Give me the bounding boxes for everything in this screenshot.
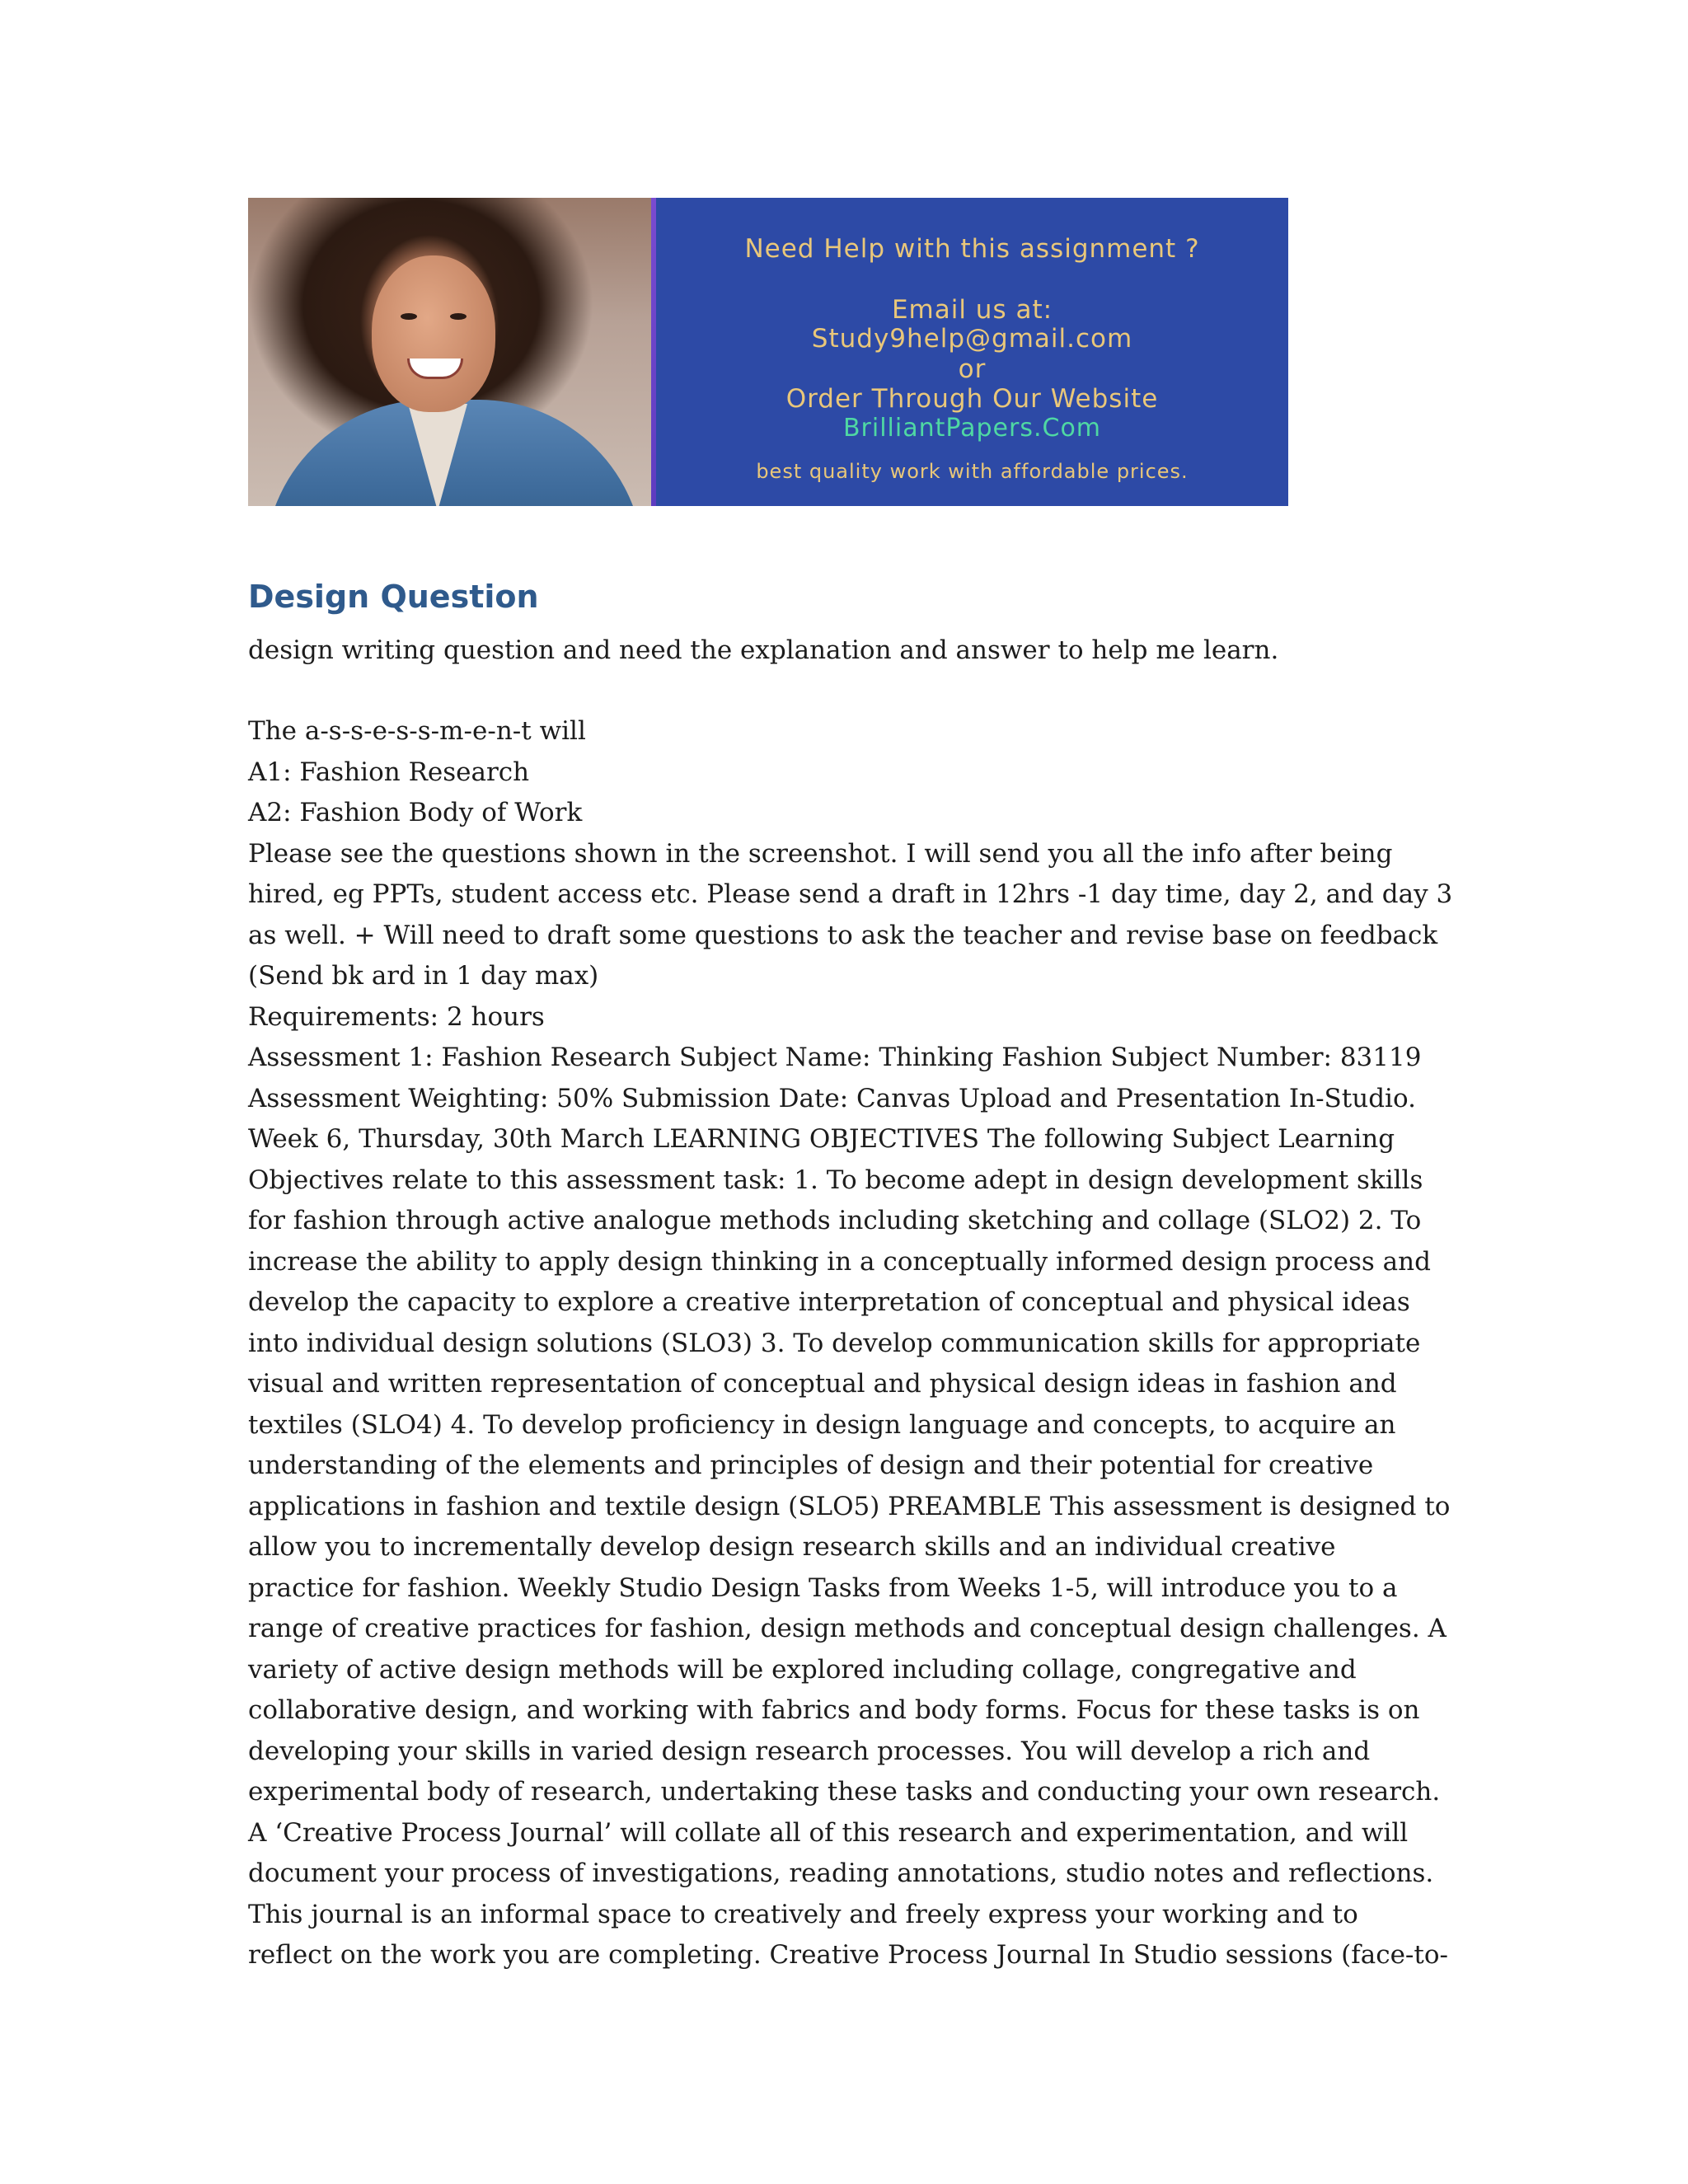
body-line: The a-s-s-e-s-s-m-e-n-t will	[248, 716, 586, 746]
document-title: Design Question	[248, 579, 539, 615]
body-line: Assessment Weighting: 50% Submission Date: Canvas Upload and Presentation In-Studio.	[248, 1083, 1416, 1113]
body-line: into individual design solutions (SLO3) 3. To develop communication skills for appropriate	[248, 1328, 1421, 1358]
body-line: Requirements: 2 hours	[248, 1001, 545, 1032]
body-line: document your process of investigations, reading annotations, studio notes and reflections.	[248, 1858, 1434, 1888]
body-line: applications in fashion and textile design (SLO5) PREAMBLE This assessment is designed to	[248, 1491, 1451, 1521]
body-line: hired, eg PPTs, student access etc. Please send a draft in 12hrs -1 day time, day 2, and day 3	[248, 879, 1453, 909]
body-line: variety of active design methods will be explored including collage, congregative and	[248, 1654, 1357, 1685]
body-line: Objectives relate to this assessment task: 1. To become adept in design development skills	[248, 1165, 1423, 1195]
body-line: A ‘Creative Process Journal’ will collate all of this research and experimentation, and will	[248, 1817, 1409, 1848]
banner-website-label: Order Through Our Website	[785, 384, 1159, 414]
body-line: visual and written representation of conceptual and physical design ideas in fashion and	[248, 1369, 1397, 1399]
banner-website-link[interactable]: BrilliantPapers.Com	[842, 414, 1102, 443]
body-line: (Send bk ard in 1 day max)	[248, 961, 599, 991]
body-line: developing your skills in varied design research processes. You will develop a rich and	[248, 1736, 1371, 1766]
body-line: Please see the questions shown in the screenshot. I will send you all the info after being	[248, 838, 1393, 869]
photo-face	[372, 255, 495, 412]
body-line: increase the ability to apply design thinking in a conceptually informed design process and	[248, 1246, 1431, 1277]
body-line: experimental body of research, undertaking these tasks and conducting your own research.	[248, 1777, 1441, 1807]
body-line: Week 6, Thursday, 30th March LEARNING OBJECTIVES The following Subject Learning	[248, 1124, 1395, 1154]
body-line: A2: Fashion Body of Work	[248, 798, 583, 827]
body-line: as well. + Will need to draft some questions to ask the teacher and revise base on feedback	[248, 920, 1438, 950]
body-line: A1: Fashion Research	[248, 757, 530, 787]
body-line: Assessment 1: Fashion Research Subject Name: Thinking Fashion Subject Number: 83119	[248, 1043, 1422, 1072]
intro-paragraph	[248, 630, 1460, 672]
banner-tagline: best quality work with affordable prices.	[756, 460, 1189, 483]
body-line: This journal is an informal space to creatively and freely express your working and to	[248, 1899, 1358, 1929]
body-line: reflect on the work you are completing. Creative Process Journal In Studio sessions (face-to-	[248, 1940, 1449, 1970]
body-paragraph	[248, 711, 1460, 1976]
photo-eye	[450, 313, 467, 320]
body-line: for fashion through active analogue methods including sketching and collage (SLO2) 2. To	[248, 1206, 1422, 1235]
photo-eye	[401, 313, 417, 320]
body-line: develop the capacity to explore a creative interpretation of conceptual and physical ideas	[248, 1287, 1410, 1317]
banner-photo	[248, 198, 651, 506]
banner-or: or	[958, 354, 987, 384]
body-line: practice for fashion. Weekly Studio Design Tasks from Weeks 1-5, will introduce you to a	[248, 1572, 1398, 1603]
banner-email-label: Email us at:	[891, 295, 1053, 325]
body-line: textiles (SLO4) 4. To develop proficiency in design language and concepts, to acquire an	[248, 1409, 1396, 1440]
body-line: range of creative practices for fashion, design methods and conceptual design challenges. A	[248, 1614, 1447, 1643]
body-line: collaborative design, and working with fabrics and body forms. Focus for these tasks is on	[248, 1695, 1420, 1725]
advertisement-banner[interactable]	[248, 198, 1288, 506]
intro-line: design writing question and need the explanation and answer to help me learn.	[248, 635, 1279, 665]
body-line: allow you to incrementally develop design research skills and an individual creative	[248, 1532, 1336, 1562]
banner-email[interactable]: Study9help@gmail.com	[811, 324, 1133, 354]
body-line: understanding of the elements and principles of design and their potential for creative	[248, 1451, 1374, 1480]
banner-ad-panel	[656, 198, 1288, 506]
banner-headline: Need Help with this assignment ?	[744, 234, 1200, 264]
